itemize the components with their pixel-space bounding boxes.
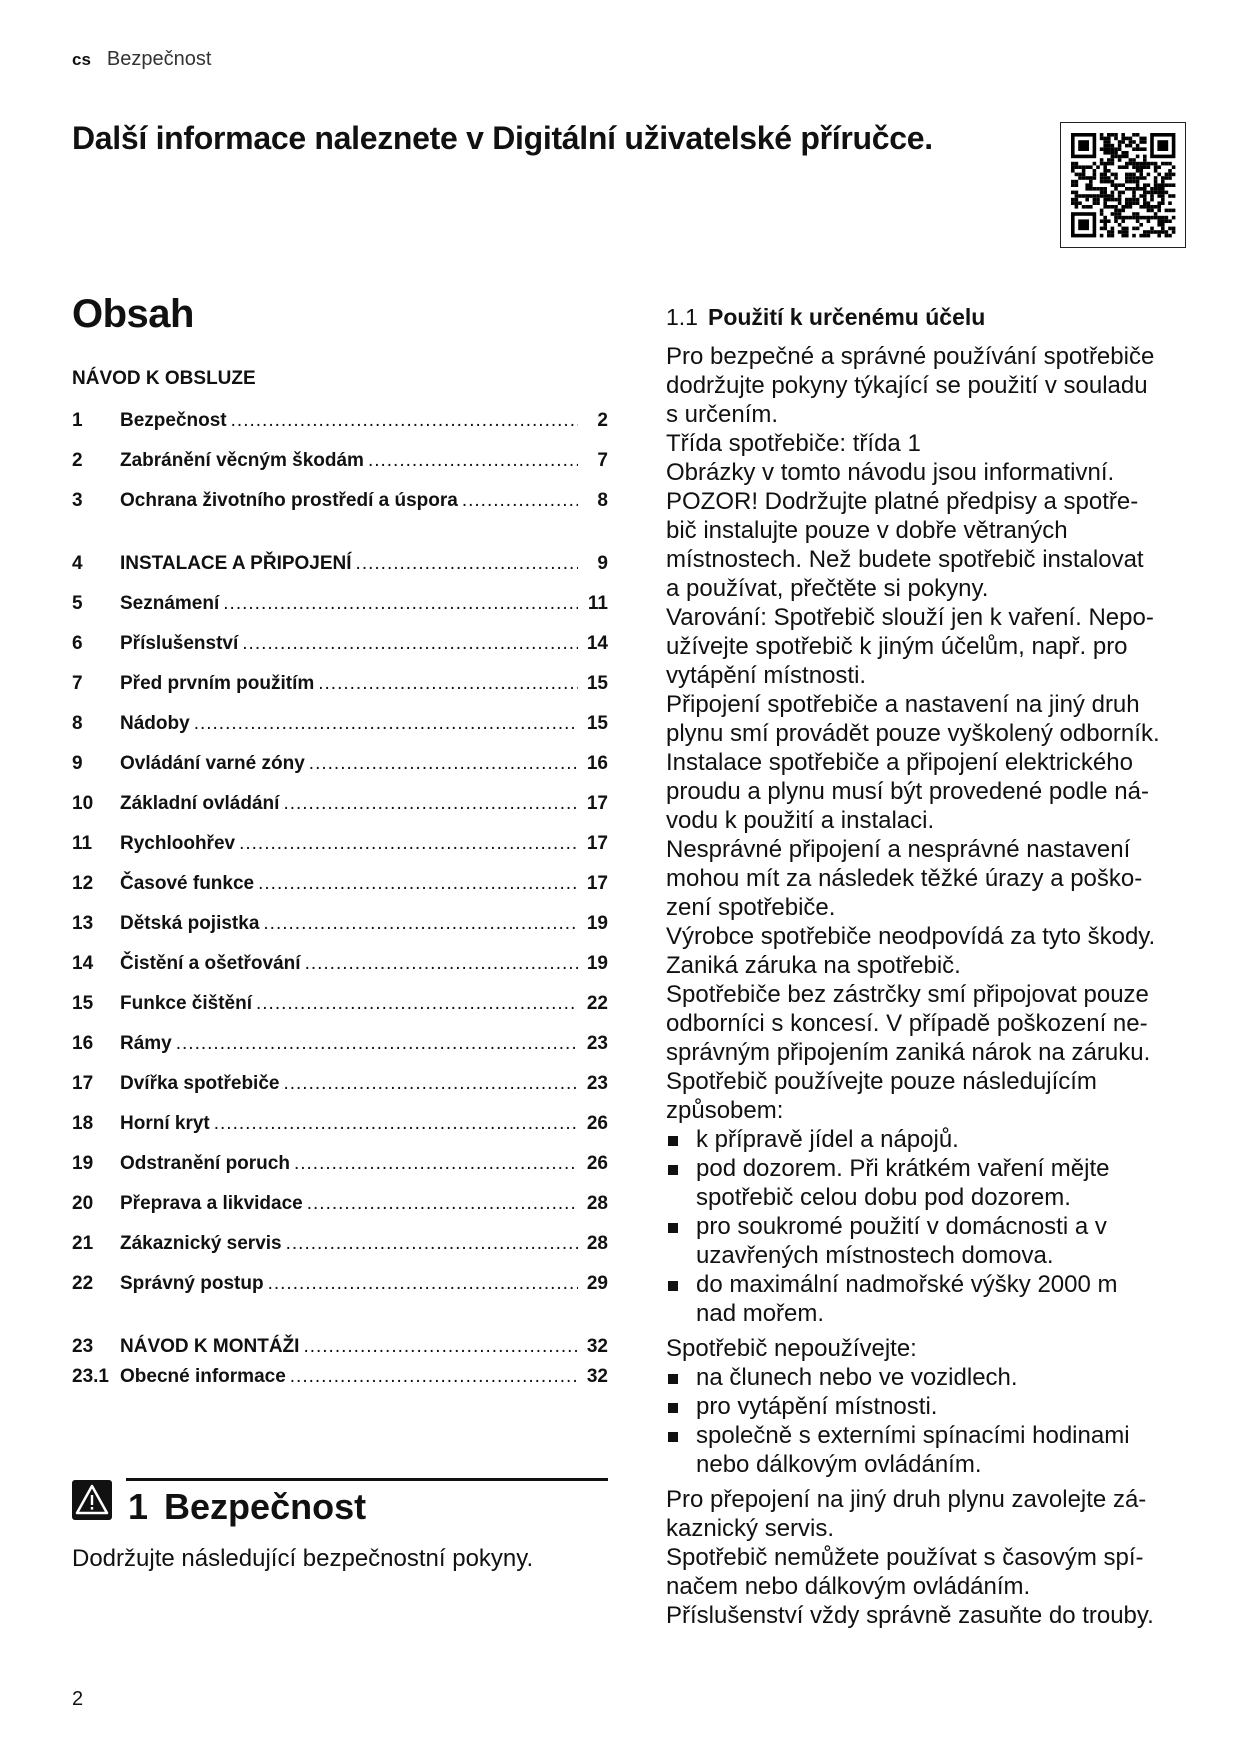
toc-entry-number: 22 [72,1273,94,1294]
bullet-item [666,1125,1206,1154]
toc-entry-label: Čistění a ošetřování [120,953,301,974]
toc-entry-page: 29 [586,1273,608,1294]
toc-entry-label: Přeprava a likvidace [120,1193,303,1214]
line-text: Instalace spotřebiče a připojení elektrického [666,749,1133,776]
toc-entry-page: 17 [586,873,608,894]
toc-entry-number: 20 [72,1193,94,1214]
line-text: mohou mít za následek těžké úrazy a poško- [666,865,1143,892]
toc-entry-number: 17 [72,1073,94,1094]
dot-leader [290,1366,578,1388]
text-line [666,951,1206,980]
toc-entry[interactable] [72,673,608,695]
section-1-intro: Dodržujte následující bezpečnostní pokyny. [72,1545,534,1572]
text-line [666,1485,1206,1514]
toc-entry-label: Funkce čištění [120,993,252,1014]
toc-entry-label: Příslušenství [120,633,239,654]
toc-heading: Obsah [72,292,194,336]
toc-entry[interactable] [72,633,608,655]
toc-entry-number: 15 [72,993,94,1014]
text-line [666,545,1206,574]
toc-entry[interactable] [72,1113,608,1135]
intended-use-text [666,342,1206,1630]
toc-entry-label: Nádoby [120,713,190,734]
section-number: 1 [128,1486,149,1527]
line-text: nad mořem. [696,1300,825,1327]
toc-entry[interactable] [72,713,608,735]
toc-entry-label: Seznámení [120,593,220,614]
dot-leader [368,450,578,472]
text-line [666,1038,1206,1067]
text-line [666,1241,1206,1270]
line-text: Příslušenství vždy správně zasuňte do trouby. [666,1602,1154,1629]
toc-entry[interactable] [72,753,608,775]
bullet-item [666,1392,1206,1421]
dot-leader [194,713,578,735]
text-line [666,1572,1206,1601]
line-text: uzavřených místnostech domova. [696,1242,1054,1269]
toc-entry-page: 17 [586,833,608,854]
toc-entry-number: 7 [72,673,83,694]
line-text: Spotřebič používejte pouze následujícím [666,1068,1097,1095]
toc-entry[interactable] [72,993,608,1015]
toc-entry[interactable] [72,1153,608,1175]
line-text: místnostech. Než budete spotřebič instalovat [666,546,1144,573]
toc-entry-page: 16 [586,753,608,774]
toc-entry-page: 19 [586,913,608,934]
toc-entry-number: 6 [72,633,83,654]
line-text: Spotřebič nepoužívejte: [666,1335,917,1362]
toc-entry[interactable] [72,1366,608,1388]
toc-entry-number: 13 [72,913,94,934]
text-line [666,1601,1206,1630]
text-line [666,690,1206,719]
dot-leader [318,673,578,695]
text-line [666,342,1206,371]
line-text: vytápění místnosti. [666,662,867,689]
warning-icon [72,1480,112,1520]
toc-entry-number: 21 [72,1233,94,1254]
text-line [666,429,1206,458]
bullet-icon [668,1165,678,1175]
toc-entry[interactable] [72,793,608,815]
line-text: spotřebič celou dobu pod dozorem. [696,1184,1071,1211]
dot-leader [231,410,578,432]
text-line [666,1543,1206,1572]
bullet-icon [668,1403,678,1413]
text-line [666,1183,1206,1212]
toc-entry-page: 22 [586,993,608,1014]
bullet-item [666,1363,1206,1392]
toc-entry-number: 4 [72,553,83,574]
toc-entry-number: 3 [72,490,83,511]
toc-entry-page: 11 [587,593,608,614]
line-text: s určením. [666,401,779,428]
dot-leader [242,633,578,655]
text-line [666,1096,1206,1125]
text-line [666,371,1206,400]
line-text: a používat, přečtěte si pokyny. [666,575,989,602]
dot-leader [176,1033,578,1055]
toc-entry-label: INSTALACE A PŘIPOJENÍ [120,553,352,574]
toc-entry[interactable] [72,953,608,975]
toc-entry-page: 23 [586,1033,608,1054]
toc-entry-page: 17 [586,793,608,814]
text-line [666,1450,1206,1479]
bullet-icon [668,1432,678,1442]
text-line [666,806,1206,835]
dot-leader [462,490,578,512]
dot-leader [258,873,578,895]
text-line [666,777,1206,806]
qr-code-icon [1060,122,1186,248]
line-text: Zaniká záruka na spotřebič. [666,952,961,979]
bullet-icon [668,1374,678,1384]
toc-entry-label: Zabránění věcným škodám [120,450,364,471]
text-line [666,574,1206,603]
dot-leader [263,913,578,935]
line-text: pro soukromé použití v domácnosti a v [696,1213,1107,1240]
toc-entry-label: Časové funkce [120,873,255,894]
text-line [666,719,1206,748]
text-line [666,661,1206,690]
text-line [666,1009,1206,1038]
toc-entry-page: 23 [586,1073,608,1094]
dot-leader [283,1073,578,1095]
toc-entry-page: 26 [586,1153,608,1174]
toc-entry-page: 26 [586,1113,608,1134]
text-line [666,400,1206,429]
text-line [666,980,1206,1009]
toc-entry[interactable] [72,913,608,935]
line-text: nebo dálkovým ovládáním. [696,1451,982,1478]
toc-subheading: NÁVOD K OBSLUZE [72,368,256,389]
text-line [666,864,1206,893]
subsection-number: 1.1 [666,304,698,330]
dot-leader [303,1336,578,1358]
toc-entry-label: Obecné informace [120,1366,286,1387]
bullet-icon [668,1136,678,1146]
line-text: načem nebo dálkovým ovládáním. [666,1573,1031,1600]
bullet-icon [668,1223,678,1233]
toc-entry[interactable] [72,1336,608,1358]
text-line [666,1334,1206,1363]
toc-entry[interactable] [72,490,608,512]
line-text: správným připojením zaniká nárok na záruku. [666,1039,1151,1066]
line-text: způsobem: [666,1097,784,1124]
line-text: Připojení spotřebiče a nastavení na jiný druh [666,691,1140,718]
toc-entry[interactable] [72,450,608,472]
text-line [666,516,1206,545]
toc-entry-page: 7 [597,450,608,471]
toc-entry-number: 19 [72,1153,94,1174]
dot-leader [214,1113,578,1135]
toc-entry-number: 23 [72,1336,94,1357]
toc-entry-label: Bezpečnost [120,410,227,431]
line-text: vodu k použití a instalaci. [666,807,935,834]
text-line [666,603,1206,632]
toc-entry-label: Horní kryt [120,1113,210,1134]
section-1-heading [128,1486,366,1528]
section-rule [126,1478,608,1481]
toc-entry[interactable] [72,1273,608,1295]
line-text: Spotřebič nemůžete používat s časovým spí- [666,1544,1144,1571]
line-text: Varování: Spotřebič slouží jen k vaření. Nepo- [666,604,1154,631]
bullet-item [666,1212,1206,1241]
line-text: Pro bezpečné a správné používání spotřebiče [666,343,1155,370]
toc-entry[interactable] [72,833,608,855]
toc-entry-number: 10 [72,793,94,814]
text-line [666,748,1206,777]
line-text: bič instalujte pouze v dobře větraných [666,517,1068,544]
bullet-icon [668,1281,678,1291]
dot-leader [239,833,578,855]
toc-entry-page: 32 [586,1336,608,1357]
text-line [666,1067,1206,1096]
line-text: proudu a plynu musí být provedené podle ná- [666,778,1149,805]
toc-entry-number: 18 [72,1113,94,1134]
header-section: Bezpečnost [106,48,212,70]
line-text: Třída spotřebiče: třída 1 [666,430,921,457]
toc-entry-label: Rámy [120,1033,172,1054]
toc-entry-label: Ovládání varné zóny [120,753,305,774]
section-title: Bezpečnost [164,1486,367,1527]
toc-entry[interactable] [72,1073,608,1095]
line-text: Spotřebiče bez zástrčky smí připojovat pouze [666,981,1149,1008]
line-text: do maximální nadmořské výšky 2000 m [696,1271,1118,1298]
line-text: pro vytápění místnosti. [696,1393,938,1420]
toc-entry[interactable] [72,410,608,432]
line-text: plynu smí provádět pouze vyškolený odborník. [666,720,1160,747]
line-text: zení spotřebiče. [666,894,836,921]
dot-leader [309,753,578,775]
dot-leader [256,993,578,1015]
bullet-item [666,1270,1206,1299]
dot-leader [305,953,578,975]
toc-entry-label: NÁVOD K MONTÁŽI [120,1336,300,1357]
toc-entry-number: 12 [72,873,94,894]
text-line [666,922,1206,951]
language-code: cs [72,50,91,69]
dot-leader [286,1233,578,1255]
toc-entry-label: Rychloohřev [120,833,236,854]
line-text: na člunech nebo ve vozidlech. [696,1364,1018,1391]
line-text: dodržujte pokyny týkající se použití v souladu [666,372,1148,399]
dot-leader [356,553,578,575]
toc-entry-number: 5 [72,593,83,614]
text-line [666,893,1206,922]
line-text: odborníci s koncesí. V případě poškození ne- [666,1010,1148,1037]
line-text: Pro přepojení na jiný druh plynu zavolejte zá- [666,1486,1147,1513]
dot-leader [223,593,578,615]
toc-entry-page: 19 [586,953,608,974]
toc-entry-number: 2 [72,450,83,471]
dot-leader [294,1153,578,1175]
toc-entry-page: 2 [597,410,608,431]
toc-entry-page: 15 [586,713,608,734]
text-line [666,632,1206,661]
line-text: POZOR! Dodržujte platné předpisy a spotře- [666,488,1139,515]
toc-entry-page: 9 [597,553,608,574]
bullet-item [666,1154,1206,1183]
toc-entry-number: 1 [72,410,83,431]
text-line [666,487,1206,516]
toc-entry[interactable] [72,1233,608,1255]
toc-entry-number: 11 [72,833,93,854]
line-text: k přípravě jídel a nápojů. [696,1126,959,1153]
toc-entry-label: Zákaznický servis [120,1233,282,1254]
line-text: Obrázky v tomto návodu jsou informativní. [666,459,1115,486]
toc-entry-page: 32 [586,1366,608,1387]
digital-manual-heading: Další informace naleznete v Digitální uživatelské příručce. [72,120,933,156]
bullet-item [666,1421,1206,1450]
toc-entry[interactable] [72,873,608,895]
toc-entry-label: Ochrana životního prostředí a úspora [120,490,458,511]
toc-entry-label: Základní ovládání [120,793,280,814]
dot-leader [268,1273,578,1295]
toc-entry-label: Dvířka spotřebiče [120,1073,280,1094]
toc-entry-page: 8 [597,490,608,511]
line-text: Nesprávné připojení a nesprávné nastavení [666,836,1131,863]
line-text: užívejte spotřebič k jiným účelům, např. pro [666,633,1128,660]
toc-entry-label: Dětská pojistka [120,913,260,934]
line-text: Výrobce spotřebiče neodpovídá za tyto škody. [666,923,1156,950]
subsection-title: Použití k určenému účelu [707,304,986,330]
text-line [666,835,1206,864]
toc-entry-number: 8 [72,713,83,734]
page-number: 2 [72,1688,84,1710]
toc-entry[interactable] [72,1193,608,1215]
toc-entry-page: 14 [586,633,608,654]
toc-entry-number: 9 [72,753,83,774]
text-line [666,1514,1206,1543]
toc-entry-label: Správný postup [120,1273,264,1294]
line-text: společně s externími spínacími hodinami [696,1422,1130,1449]
toc-entry-number: 23.1 [72,1366,109,1387]
toc-entry-label: Odstranění poruch [120,1153,290,1174]
toc-entry-number: 14 [72,953,94,974]
subsection-heading [666,304,985,331]
toc-entry[interactable] [72,553,608,575]
toc-entry-page: 28 [586,1233,608,1254]
toc-entry-number: 16 [72,1033,94,1054]
toc-entry-page: 28 [586,1193,608,1214]
toc-entry[interactable] [72,593,608,615]
dot-leader [283,793,578,815]
text-line [666,1299,1206,1328]
text-line [666,458,1206,487]
toc-entry-label: Před prvním použitím [120,673,315,694]
line-text: kaznický servis. [666,1515,835,1542]
running-header [72,48,211,71]
toc-entry[interactable] [72,1033,608,1055]
line-text: pod dozorem. Při krátkém vaření mějte [696,1155,1110,1182]
dot-leader [307,1193,578,1215]
toc-entry-page: 15 [586,673,608,694]
